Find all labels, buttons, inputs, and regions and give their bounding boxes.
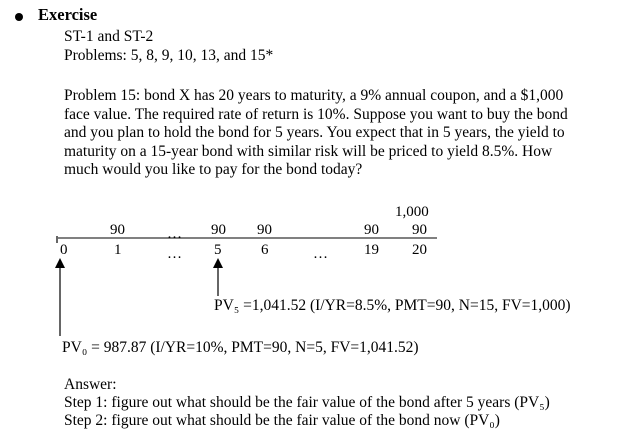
answer-step-2: Step 2: figure out what should be the fair value of the bond now (PV₀) bbox=[64, 412, 500, 429]
cash-flow-label: 90 bbox=[211, 222, 226, 238]
answer-step-1: Step 1: figure out what should be the fair value of the bond after 5 years (PV₅) bbox=[64, 394, 550, 411]
period-label: 19 bbox=[364, 242, 379, 258]
problem-line: much would you like to pay for the bond today? bbox=[64, 161, 363, 178]
ellipsis: … bbox=[313, 246, 328, 262]
ellipsis: … bbox=[167, 246, 182, 262]
problem-line: Problem 15: bond X has 20 years to maturity, a 9% annual coupon, and a $1,000 bbox=[64, 87, 564, 104]
exercise-heading: Exercise bbox=[38, 5, 98, 24]
period-label: 0 bbox=[60, 242, 68, 258]
problem-line: face value. The required rate of return is 10%. Suppose you want to buy the bond bbox=[64, 105, 568, 123]
period-label: 20 bbox=[412, 242, 427, 258]
pv0-arrow-head bbox=[55, 258, 65, 268]
period-label: 1 bbox=[114, 242, 122, 258]
answer-label: Answer: bbox=[64, 376, 117, 393]
period-label: 6 bbox=[261, 242, 269, 258]
pv5-result: PV₅ =1,041.52 (I/YR=8.5%, PMT=90, N=15, FV=1,000) bbox=[214, 297, 571, 314]
cash-flow-label: 90 bbox=[364, 222, 379, 238]
period-label: 5 bbox=[214, 242, 222, 258]
problem-line: maturity on a 15-year bond with similar risk will be priced to yield 8.5%. How bbox=[64, 142, 553, 160]
cash-flow-label: 90 bbox=[110, 222, 125, 238]
cash-flow-label: 90 bbox=[257, 222, 272, 238]
ellipsis: … bbox=[167, 226, 182, 242]
exercise-line-1: ST-1 and ST-2 bbox=[64, 28, 154, 45]
problem-line: and you plan to hold the bond for 5 years. You expect that in 5 years, the yield to bbox=[64, 124, 565, 141]
exercise-line-2: Problems: 5, 8, 9, 10, 13, and 15* bbox=[64, 47, 274, 64]
pv5-arrow-head bbox=[213, 258, 223, 268]
face-value-label: 1,000 bbox=[395, 204, 429, 220]
pv0-result: PV₀ = 987.87 (I/YR=10%, PMT=90, N=5, FV=1,041.52) bbox=[62, 339, 419, 356]
cash-flow-label: 90 bbox=[412, 222, 427, 238]
